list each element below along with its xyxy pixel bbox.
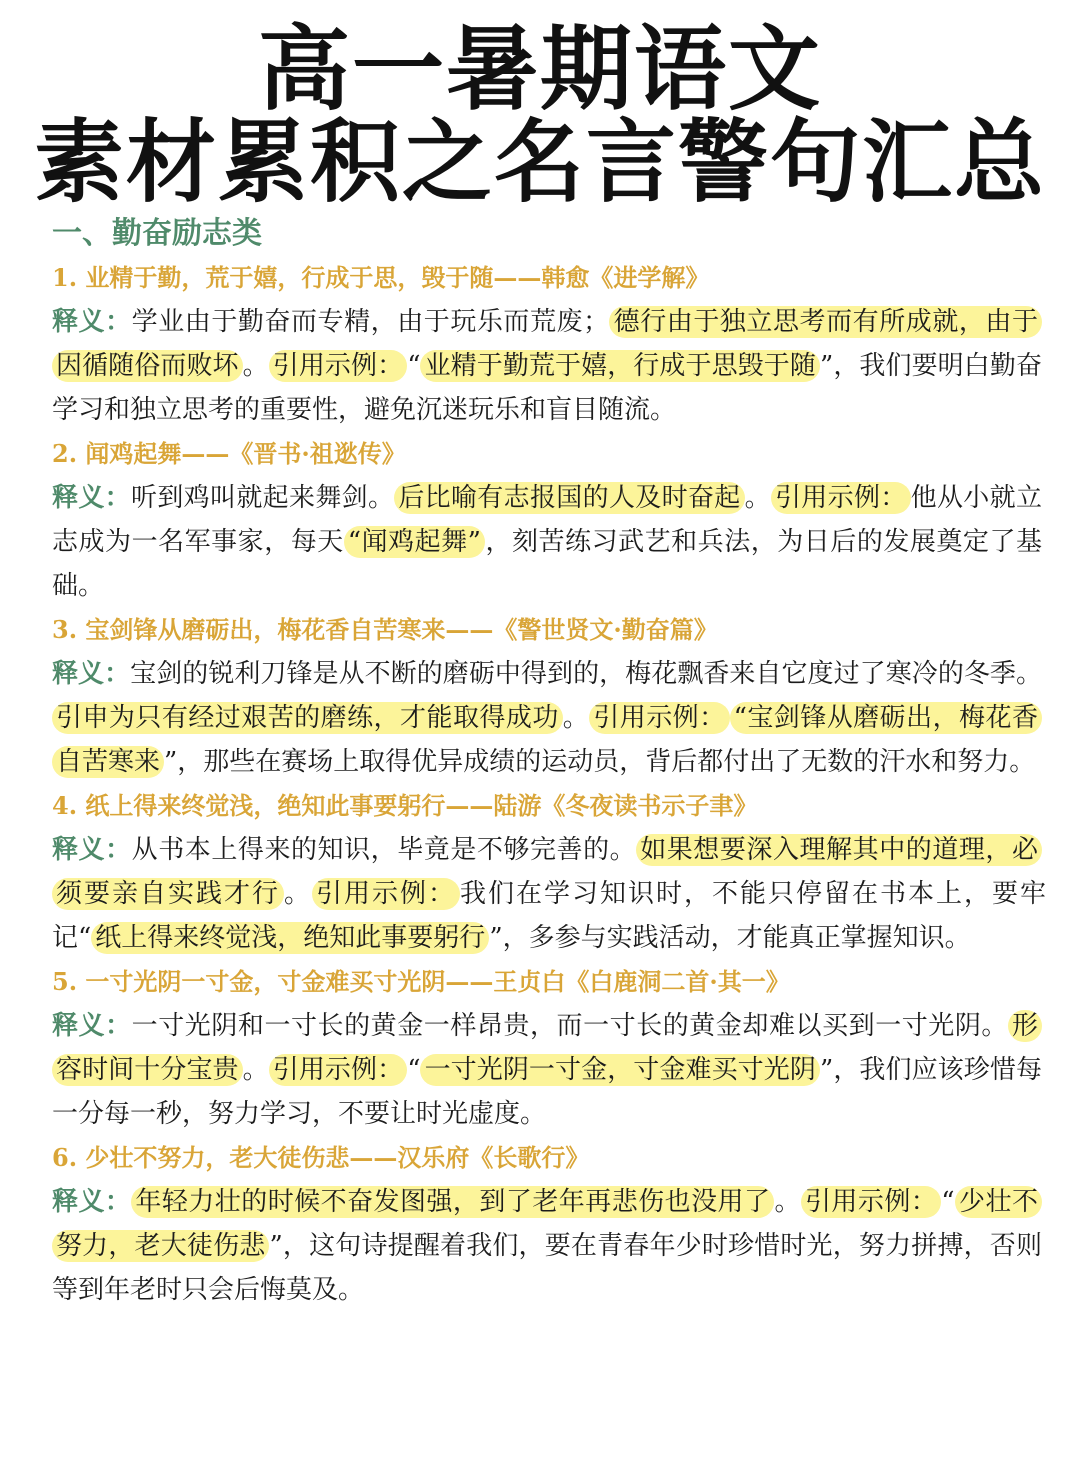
quote-body: [52, 652, 1042, 784]
section-heading: 一、勤奋励志类: [52, 216, 262, 251]
example-label: 引用示例：: [312, 878, 460, 910]
body-text: ”，多参与实践活动，才能真正掌握知识。: [489, 923, 971, 953]
example-label: 引用示例：: [771, 482, 911, 514]
meaning-label: 释义：: [52, 483, 131, 513]
page-title-line-1: 高一暑期语文: [257, 16, 822, 123]
body-text: “: [407, 351, 421, 381]
body-text: ”，这句诗提醒着我们，要在青春年少时珍惜时光，努力拼搏，否则等到年老时只会后悔莫及。: [52, 1231, 1042, 1305]
meaning-label: 释义：: [52, 659, 131, 689]
highlight-quote: 少壮不努力，老大徒伤悲: [52, 1186, 1042, 1262]
quote-body: [52, 828, 1046, 960]
meaning-label: 释义：: [52, 1011, 132, 1041]
highlight-text: 德行由于独立思考而有所成就，由于因循随俗而败坏: [52, 306, 1042, 382]
body-text: 他从小就立志成为一名军事家，每天: [52, 483, 1042, 557]
quote-item-2: [52, 432, 1042, 608]
body-text: 听到鸡叫就起来舞剑。: [131, 483, 395, 513]
highlight-text: 引申为只有经过艰苦的磨练，才能取得成功: [52, 702, 563, 734]
highlight-text: 形容时间十分宝贵: [52, 1010, 1042, 1086]
example-label: 引用示例：: [269, 1054, 407, 1086]
meaning-label: 释义：: [52, 835, 132, 865]
body-text: “: [407, 1055, 421, 1085]
example-label: 引用示例：: [269, 350, 407, 382]
highlight-text: 后比喻有志报国的人及时奋起: [394, 482, 744, 514]
body-text: ”，我们要明白勤奋学习和独立思考的重要性，避免沉迷玩乐和盲目随流。: [52, 351, 1042, 425]
body-text: 。: [774, 1187, 801, 1217]
meaning-label: 释义：: [52, 1187, 132, 1217]
body-text: 我们在学习知识时，不能只停留在书本上，要牢记“: [52, 879, 1046, 953]
highlight-text: 如果想要深入理解其中的道理，必须要亲自实践才行: [52, 834, 1042, 910]
quote-heading: 1. 业精于勤，荒于嬉，行成于思，毁于随——韩愈《进学解》: [52, 263, 710, 292]
quote-heading: 2. 闻鸡起舞——《晋书·祖逖传》: [52, 439, 406, 468]
quote-item-3: [52, 608, 1042, 784]
quote-item-5: [52, 960, 1042, 1136]
body-text: “: [941, 1187, 955, 1217]
quote-body: [52, 300, 1042, 432]
page-title-line-2: 素材累积之名言警句汇总: [34, 110, 1046, 215]
body-text: 。: [242, 351, 269, 381]
example-label: 引用示例：: [589, 702, 729, 734]
body-text: ”，那些在赛场上取得优异成绩的运动员，背后都付出了无数的汗水和努力。: [164, 747, 1036, 777]
quote-list: [52, 212, 1046, 1312]
body-text: 。: [744, 483, 771, 513]
quote-heading: 3. 宝剑锋从磨砺出，梅花香自苦寒来——《警世贤文·勤奋篇》: [52, 615, 718, 644]
body-text: 一寸光阴和一寸长的黄金一样昂贵，而一寸长的黄金却难以买到一寸光阴。: [131, 1011, 1008, 1041]
meaning-label: 释义：: [52, 307, 132, 337]
body-text: 。: [284, 879, 312, 909]
example-label: 引用示例：: [801, 1186, 941, 1218]
body-text: ”，我们应该珍惜每一分每一秒，努力学习，不要让时光虚度。: [52, 1055, 1042, 1129]
body-text: 宝剑的锐利刀锋是从不断的磨砺中得到的，梅花飘香来自它度过了寒冷的冬季。: [130, 659, 1042, 689]
highlight-quote: “宝剑锋从磨砺出，梅花香自苦寒来: [52, 702, 1042, 778]
highlight-quote: 业精于勤荒于嬉，行成于思毁于随: [420, 350, 819, 382]
quote-body: [52, 476, 1042, 608]
body-text: 从书本上得来的知识，毕竟是不够完善的。: [131, 835, 637, 865]
quote-item-4: [52, 784, 1046, 960]
quote-item-6: [52, 1136, 1042, 1312]
body-text: 学业由于勤奋而专精，由于玩乐而荒废；: [131, 307, 610, 337]
body-text: 。: [562, 703, 590, 733]
body-text: 。: [242, 1055, 269, 1085]
quote-item-1: [52, 256, 1042, 432]
highlight-quote: “闻鸡起舞”: [344, 526, 485, 558]
highlight-text: 年轻力壮的时候不奋发图强，到了老年再悲伤也没用了: [131, 1186, 774, 1218]
quote-body: [52, 1004, 1042, 1136]
quote-heading: 6. 少壮不努力，老大徒伤悲——汉乐府《长歌行》: [52, 1143, 590, 1172]
body-text: ，刻苦练习武艺和兵法，为日后的发展奠定了基础。: [52, 527, 1042, 601]
quote-body: [52, 1180, 1042, 1312]
highlight-quote: 纸上得来终觉浅，绝知此事要躬行: [91, 922, 489, 954]
quote-heading: 5. 一寸光阴一寸金，寸金难买寸光阴——王贞白《白鹿洞二首·其一》: [52, 967, 790, 996]
highlight-quote: 一寸光阴一寸金，寸金难买寸光阴: [420, 1054, 819, 1086]
quote-heading: 4. 纸上得来终觉浅，绝知此事要躬行——陆游《冬夜读书示子聿》: [52, 791, 758, 820]
